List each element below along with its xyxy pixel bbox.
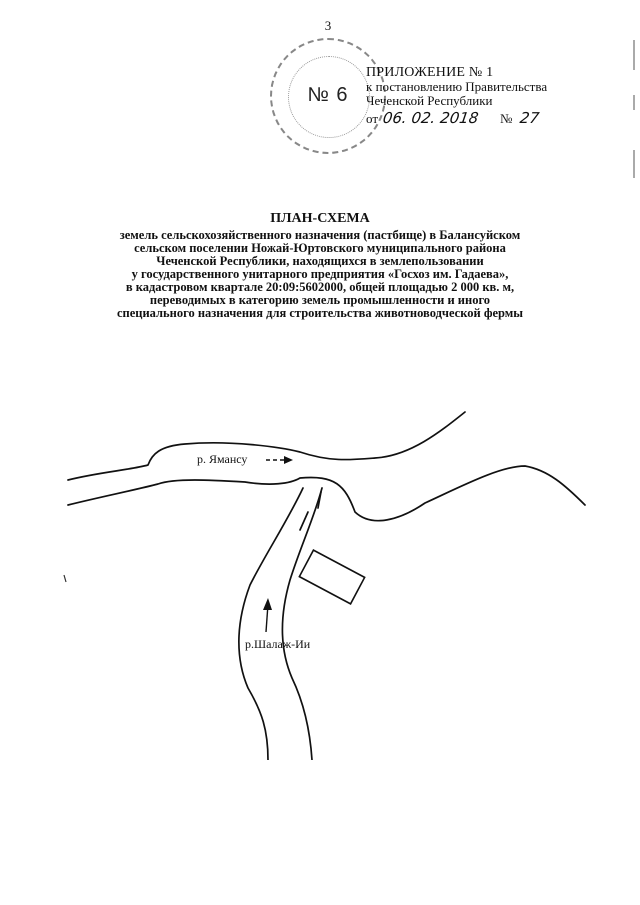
title-line: сельском поселении Ножай-Юртовского муниципального района xyxy=(134,241,506,255)
site-plan-map xyxy=(0,380,640,760)
plan-title: ПЛАН-СХЕМА xyxy=(270,211,370,226)
river-yamansu-north-bank xyxy=(68,412,465,480)
shalazh-arrow-head xyxy=(263,598,272,610)
river-shalazh-label: р.Шалаж-Ии xyxy=(245,637,311,651)
title-line: земель сельскохозяйственного назначения (пастбище) в Балансуйском xyxy=(119,228,521,242)
page-number: 3 xyxy=(324,18,332,33)
river-shalazh-east-bank xyxy=(282,488,322,760)
river-shalazh-west-bank xyxy=(239,488,303,760)
date-value: 06. 02. 2018 xyxy=(382,109,480,127)
approval-date-row xyxy=(366,111,616,126)
number-value: 27 xyxy=(518,109,540,127)
scan-edge-mark xyxy=(630,40,638,180)
title-line: в кадастровом квартале 20:09:5602000, общей площадью 2 000 кв. м, xyxy=(125,280,515,294)
yamansu-arrow-head xyxy=(284,456,293,464)
approval-line-resolution: к постановлению Правительства xyxy=(366,79,548,94)
land-plot xyxy=(299,550,364,604)
title-line: Чеченской Республики, находящихся в землепользовании xyxy=(156,254,484,268)
title-line: специального назначения для строительства животноводческой фермы xyxy=(116,306,524,320)
river-yamansu-south-bank xyxy=(68,466,585,521)
date-prefix: от xyxy=(366,111,379,126)
title-line: переводимых в категорию земель промышленности и иного xyxy=(149,293,491,307)
plan-title-block xyxy=(60,212,580,320)
appendix-heading: ПРИЛОЖЕНИЕ № 1 xyxy=(366,65,494,80)
title-line: у государственного унитарного предприятия «Госхоз им. Гадаева», xyxy=(131,267,509,281)
scan-speck xyxy=(62,574,68,584)
number-prefix: № xyxy=(499,111,513,126)
river-yamansu-label: р. Ямансу xyxy=(197,452,248,466)
approval-block xyxy=(366,66,616,126)
stamp-number: № 6 xyxy=(307,84,349,106)
approval-line-republic: Чеченской Республики xyxy=(366,93,493,108)
shalazh-dash-lower xyxy=(300,512,308,530)
